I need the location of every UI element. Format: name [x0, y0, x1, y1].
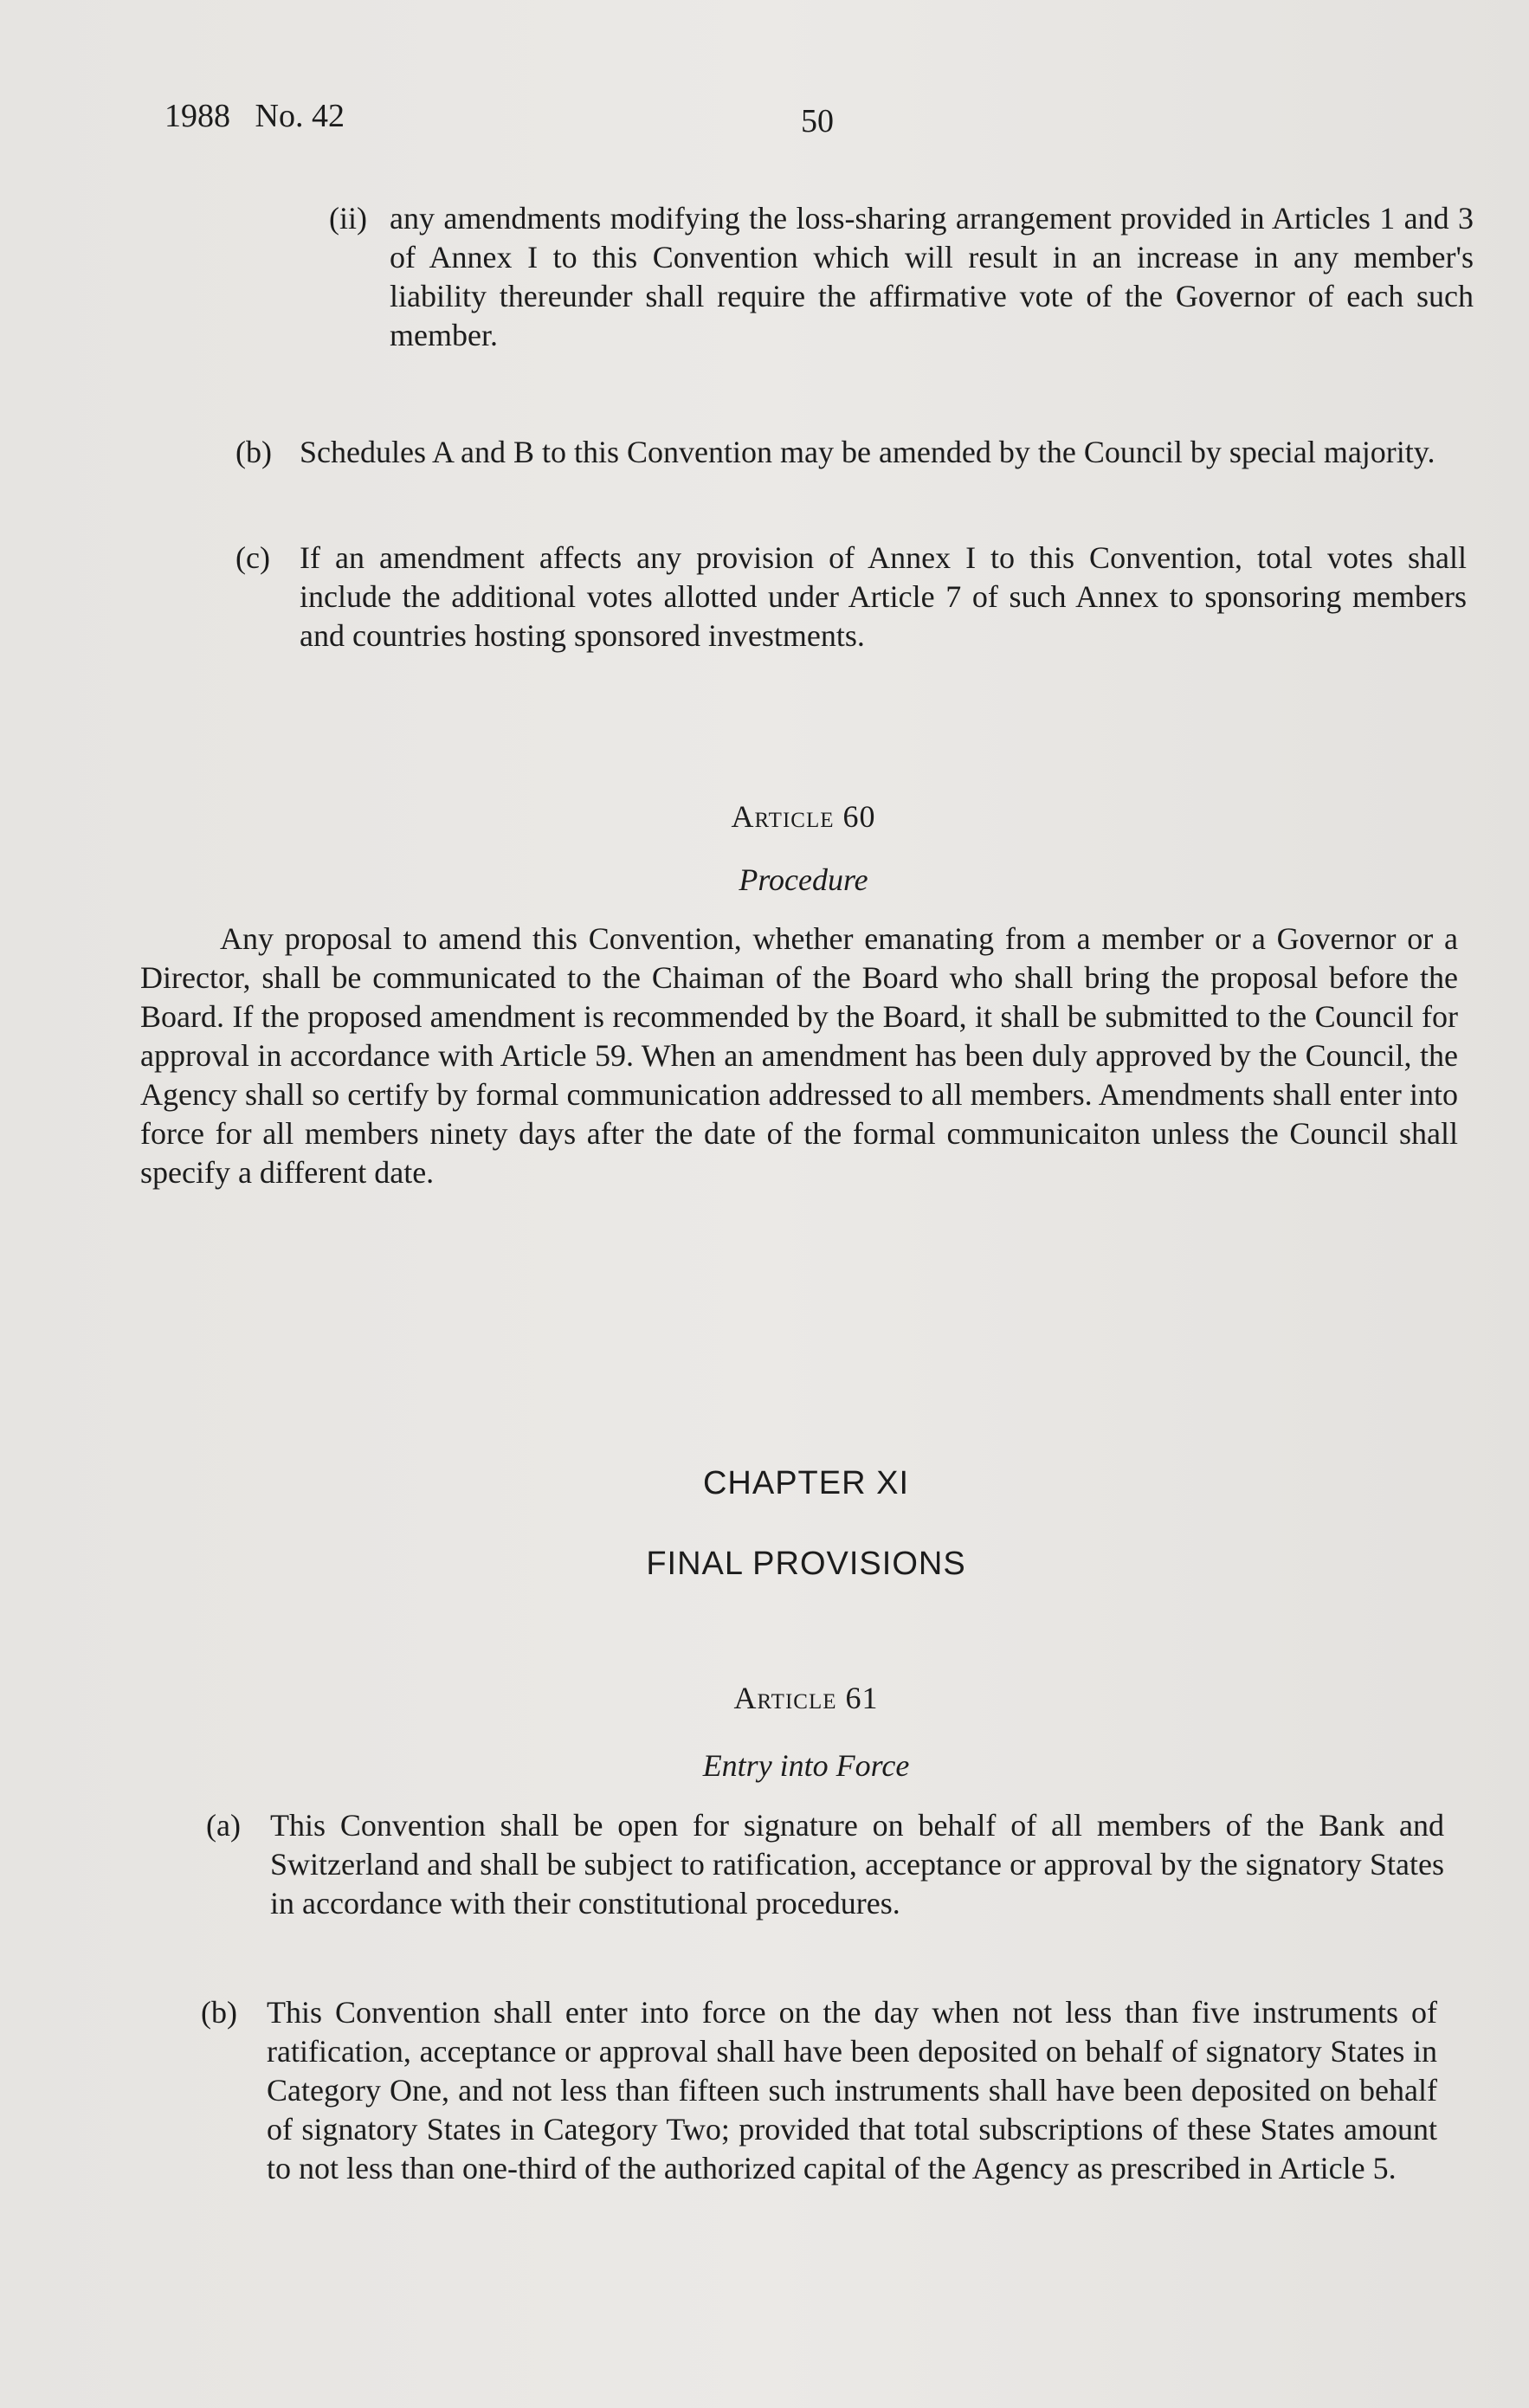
paragraph-b	[235, 433, 1472, 472]
article-61-subtitle: Entry into Force	[702, 1748, 910, 1783]
article-60-heading: Article 60	[731, 799, 876, 834]
chapter-title: FINAL PROVISIONS	[646, 1546, 966, 1582]
article-60-subtitle: Procedure	[739, 862, 868, 897]
paragraph-c	[235, 539, 1467, 655]
paragraph-marker: (ii)	[329, 201, 367, 236]
paragraph-text: This Convention shall be open for signature on behalf of all members of the Bank and Switzerland and shall be subject to ratification, acceptance or approval by the signatory States in accordance with their constitutional procedures.	[270, 1808, 1444, 1921]
paragraph-text: Schedules A and B to this Convention may be amended by the Council by special majority.	[300, 435, 1435, 469]
statute-reference: 1988 No. 42	[165, 98, 345, 134]
paragraph-text: If an amendment affects any provision of Annex I to this Convention, total votes shall include the additional votes allotted under Article 7 of such Annex to sponsoring members and countries hosting sponsored investments.	[300, 540, 1467, 653]
paragraph-marker: (b)	[201, 1995, 237, 2030]
paragraph-marker: (b)	[235, 435, 272, 469]
article-61-heading: Article 61	[733, 1681, 879, 1715]
paragraph-marker: (a)	[206, 1808, 241, 1843]
paragraph-marker: (c)	[235, 540, 270, 575]
paragraph-text: This Convention shall enter into force on the day when not less than five instruments of ratification, acceptance or approval shall have been deposited on behalf of signatory States in Category One, and not less than fifteen such instruments shall have been deposited on behalf of signatory States in Category Two; provided that total subscriptions of these States amount to not less than one-third of the authorized capital of the Agency as prescribed in Article 5.	[267, 1995, 1437, 2185]
article-61-item-a	[206, 1806, 1444, 1923]
article-61-item-b	[201, 1993, 1437, 2188]
article-60-body: Any proposal to amend this Convention, whether emanating from a member or a Governor or a Director, shall be communicated to the Chaiman of the Board who shall bring the proposal before the Board. If the proposed amendment is recommended by the Board, it shall be submitted to the Council for approval in accordance with Article 59. When an amendment has been duly approved by the Council, the Agency shall so certify by formal communication addressed to all members. Amendments shall enter into force for all members ninety days after the date of the formal communicaiton unless the Council shall specify a different date.	[140, 921, 1458, 1190]
chapter-number: CHAPTER XI	[702, 1465, 910, 1501]
paragraph-a-ii	[329, 199, 1474, 355]
page-number: 50	[801, 103, 834, 139]
paragraph-text: any amendments modifying the loss-sharing arrangement provided in Articles 1 and 3 of Annex I to this Convention which will result in an increase in any member's liability thereunder shall require the affirmative vote of the Governor of each such member.	[390, 201, 1474, 352]
